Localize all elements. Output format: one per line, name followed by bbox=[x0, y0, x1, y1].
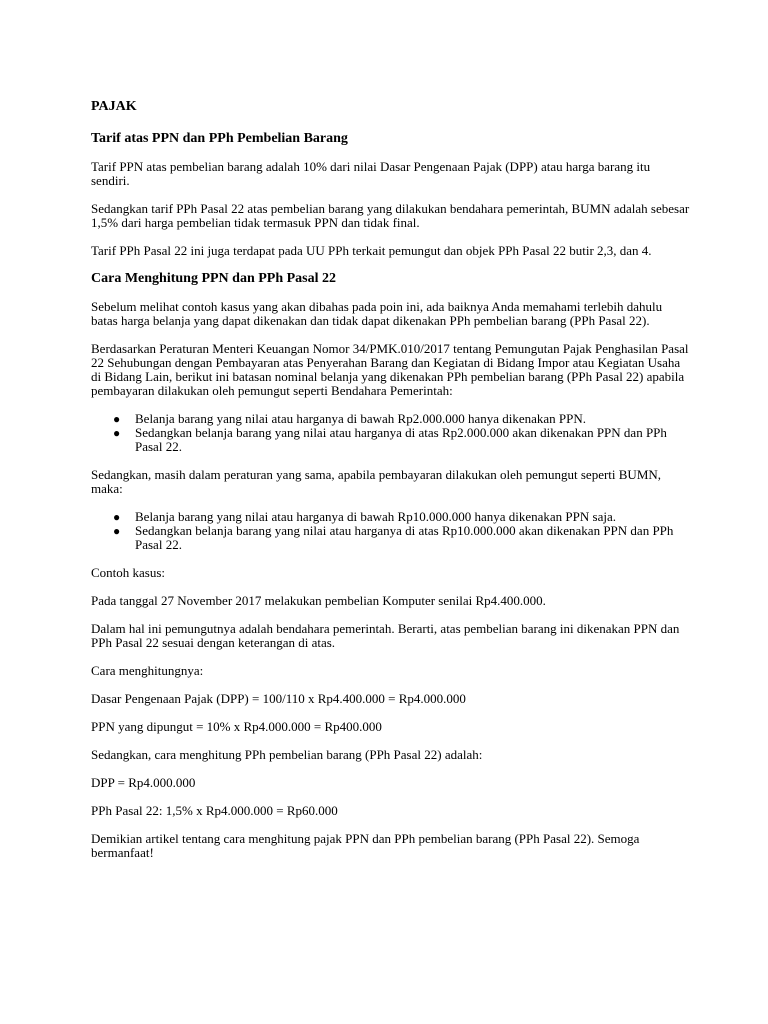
paragraph-tarif-ppn: Tarif PPN atas pembelian barang adalah 10% dari nilai Dasar Pengenaan Pajak (DPP) atau harga barang itu sendiri. bbox=[91, 159, 651, 188]
paragraph-intro: Sebelum melihat contoh kasus yang akan dibahas pada poin ini, ada baiknya Anda memahami terlebih dahulu batas harga belanja yang dapat dikenakan dan tidak dapat dikenakan PPh pembelian barang (PPh Pasal 22). bbox=[91, 299, 663, 328]
list-item-text: Belanja barang yang nilai atau harganya di bawah Rp10.000.000 hanya dikenakan PPN saja. bbox=[135, 509, 616, 524]
paragraph-closing: Demikian artikel tentang cara menghitung pajak PPN dan PPh pembelian barang (PPh Pasal 22). Semoga bermanfaat! bbox=[91, 831, 640, 860]
bullet-icon: ● bbox=[113, 426, 121, 440]
paragraph-example-context: Dalam hal ini pemungutnya adalah bendahara pemerintah. Berarti, atas pembelian barang ini dikenakan PPN dan PPh Pasal 22 sesuai dengan keterangan di atas. bbox=[91, 621, 680, 650]
paragraph-example-label: Contoh kasus: bbox=[91, 565, 166, 580]
list-item bbox=[91, 426, 691, 454]
document-title: PAJAK bbox=[91, 99, 137, 114]
section-heading-cara-menghitung: Cara Menghitung PPN dan PPh Pasal 22 bbox=[91, 271, 337, 286]
bullet-icon: ● bbox=[113, 510, 121, 524]
paragraph-dpp-calculation: Dasar Pengenaan Pajak (DPP) = 100/110 x Rp4.400.000 = Rp4.000.000 bbox=[91, 691, 466, 706]
bullet-list-government bbox=[91, 412, 691, 454]
list-item-text: Sedangkan belanja barang yang nilai atau harganya di atas Rp2.000.000 akan dikenakan PPN dan PPh Pasal 22. bbox=[135, 425, 667, 454]
paragraph-bumn-intro: Sedangkan, masih dalam peraturan yang sama, apabila pembayaran dilakukan oleh pemungut seperti BUMN, maka: bbox=[91, 467, 662, 496]
paragraph-how-to-label: Cara menghitungnya: bbox=[91, 663, 204, 678]
list-item bbox=[91, 524, 691, 552]
bullet-icon: ● bbox=[113, 524, 121, 538]
paragraph-regulation: Berdasarkan Peraturan Menteri Keuangan Nomor 34/PMK.010/2017 tentang Pemungutan Pajak Penghasilan Pasal 22 Sehubungan dengan Pembayaran atas Penyerahan Barang dan Kegiatan di Bidang Impor atau Kegiatan Usaha di Bidang Lain, berikut ini batasan nominal belanja yang dikenakan PPh pembelian barang (PPh Pasal 22) apabila pembayaran dilakukan oleh pemungut seperti Bendahara Pemerintah: bbox=[91, 341, 689, 398]
list-item bbox=[91, 510, 691, 524]
paragraph-dpp-value: DPP = Rp4.000.000 bbox=[91, 775, 196, 790]
list-item-text: Belanja barang yang nilai atau harganya di bawah Rp2.000.000 hanya dikenakan PPN. bbox=[135, 411, 587, 426]
bullet-icon: ● bbox=[113, 412, 121, 426]
paragraph-tarif-pph: Sedangkan tarif PPh Pasal 22 atas pembelian barang yang dilakukan bendahara pemerintah, BUMN adalah sebesar 1,5% dari harga pembelian tidak termasuk PPN dan tidak final. bbox=[91, 201, 690, 230]
paragraph-pph-intro: Sedangkan, cara menghitung PPh pembelian barang (PPh Pasal 22) adalah: bbox=[91, 747, 483, 762]
section-heading-tarif: Tarif atas PPN dan PPh Pembelian Barang bbox=[91, 131, 348, 146]
paragraph-ppn-calculation: PPN yang dipungut = 10% x Rp4.000.000 = Rp400.000 bbox=[91, 719, 382, 734]
list-item bbox=[91, 412, 691, 426]
paragraph-uu-pph: Tarif PPh Pasal 22 ini juga terdapat pada UU PPh terkait pemungut dan objek PPh Pasal 22 butir 2,3, dan 4. bbox=[91, 243, 652, 258]
paragraph-example-case: Pada tanggal 27 November 2017 melakukan pembelian Komputer senilai Rp4.400.000. bbox=[91, 593, 546, 608]
list-item-text: Sedangkan belanja barang yang nilai atau harganya di atas Rp10.000.000 akan dikenakan PPN dan PPh Pasal 22. bbox=[135, 523, 674, 552]
bullet-list-bumn bbox=[91, 510, 691, 552]
document-page bbox=[91, 100, 691, 874]
paragraph-pph-calculation: PPh Pasal 22: 1,5% x Rp4.000.000 = Rp60.000 bbox=[91, 803, 338, 818]
